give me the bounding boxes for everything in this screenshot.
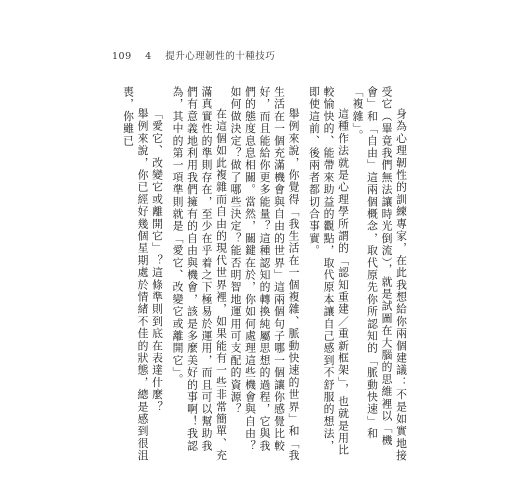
chapter-number: 4 — [145, 51, 152, 62]
running-header — [112, 48, 285, 62]
paragraph-1: 身為心理韌性的訓練專家，在此我想給你兩個建議：不是如實地接受它（畢竟我們無法讓時光倒流），就是試圖在大腦的思維裡以「機會」和「自由」這兩個概念，取代原先你所認知的「脈動快速」和「複雜」。 — [351, 86, 408, 462]
chapter-title: 提升心理韌性的十種技巧 — [165, 51, 276, 62]
paragraph-4: 在這個如此複雜而自由的現代世界裡，如果能有一些非常簡單、充滿真實性的準則存在，至少在乎着之下極易於運用，而且可以幫助我們有意義地利用我們擁有的自由與機會，該是多麼美好的事啊！我認為，其中的第一項準則就是「愛它、改變它或離開它」。 — [171, 86, 228, 462]
paragraph-6: 舉例來說，你已經好幾個星期處於情緒不佳的狀態，總是感到很沮喪，你雖已 — [122, 86, 150, 462]
paragraph-2: 這種作法就是心理學所謂的「認知重建／重新框架」，也就是用比較愉快的、能帶來助益的觀點，取代原本讓自己感到不舒服的想法，即使這前、後兩者都切合事實。 — [308, 86, 350, 456]
page-number: 109 — [112, 51, 132, 62]
vertical-body-text — [106, 86, 408, 464]
paragraph-5: 「愛它、改變它或離開它」？這條準則到底在表達什麼？ — [151, 107, 164, 413]
paragraph-3: 舉例來說，你覺得「我生活在一個複雜、脈動快速的世界」和「我生活在一個充滿機會與自由的世界」這兩個句子哪一個讓你感覺比較好，而且能給你更多能量？這種認知的轉換純屬思想的過程，它與我們的態度息息相關。當然，關鍵在於，你如何處理這些機會與自由？如何做決定？做了哪些決定？能否明智地運用可支配的資源？ — [229, 86, 301, 462]
